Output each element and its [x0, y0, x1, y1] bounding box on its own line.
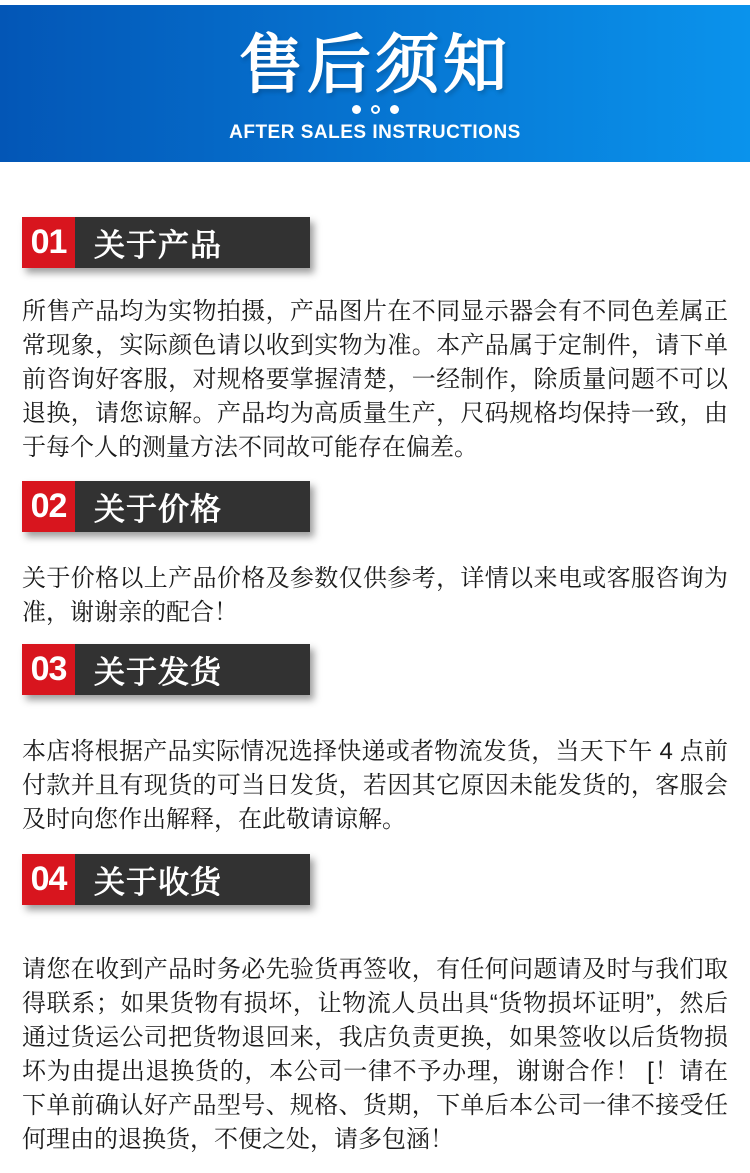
banner: [0, 5, 750, 162]
section-header: [22, 217, 310, 268]
section-title: 关于发货: [75, 644, 310, 695]
section-about-product: [22, 217, 728, 465]
section-about-receiving: [22, 854, 728, 1157]
section-about-price: [22, 481, 728, 630]
content-area: [0, 217, 750, 1157]
section-body-text: 请您在收到产品时务必先验货再签收，有任何问题请及时与我们取得联系；如果货物有损坏，让物流人员出具“货物损坏证明”，然后通过货运公司把货物退回来，我店负责更换，如果签收以后货物损坏为由提出退换货的，本公司一律不予办理，谢谢合作！ [！请在下单前确认好产品型号、规格、货期，下单后本公司一律不接受任何理由的退换货，不便之处，请多包涵！: [22, 956, 728, 1153]
dot-hollow-icon: [371, 105, 380, 114]
section-header: [22, 854, 310, 905]
section-body-text: 关于价格以上产品价格及参数仅供参考，详情以来电或客服咨询为准，谢谢亲的配合！: [22, 565, 728, 626]
section-about-shipping: [22, 644, 728, 837]
section-title: 关于价格: [75, 481, 310, 532]
section-header: [22, 644, 310, 695]
section-title: 关于收货: [75, 854, 310, 905]
section-body-text: 本店将根据产品实际情况选择快递或者物流发货，当天下午 4 点前付款并且有现货的可当日发货，若因其它原因未能发货的，客服会及时向您作出解释，在此敬请谅解。: [22, 738, 728, 833]
page-subtitle: AFTER SALES INSTRUCTIONS: [229, 122, 521, 143]
section-number-badge: 02: [22, 481, 75, 532]
section-number-badge: 01: [22, 217, 75, 268]
dot-filled-icon: [352, 105, 361, 114]
dots-decoration: [0, 105, 750, 114]
section-body-text: 所售产品均为实物拍摄，产品图片在不同显示器会有不同色差属正常现象，实际颜色请以收到实物为准。本产品属于定制件，请下单前咨询好客服，对规格要掌握清楚，一经制作，除质量问题不可以退换，请您谅解。产品均为高质量生产，尺码规格均保持一致，由于每个人的测量方法不同故可能存在偏差。: [22, 298, 728, 461]
section-header: [22, 481, 310, 532]
section-number-badge: 03: [22, 644, 75, 695]
page-title: 售后须知: [239, 29, 511, 101]
dot-filled-icon: [390, 105, 399, 114]
section-number-badge: 04: [22, 854, 75, 905]
section-title: 关于产品: [75, 217, 310, 268]
